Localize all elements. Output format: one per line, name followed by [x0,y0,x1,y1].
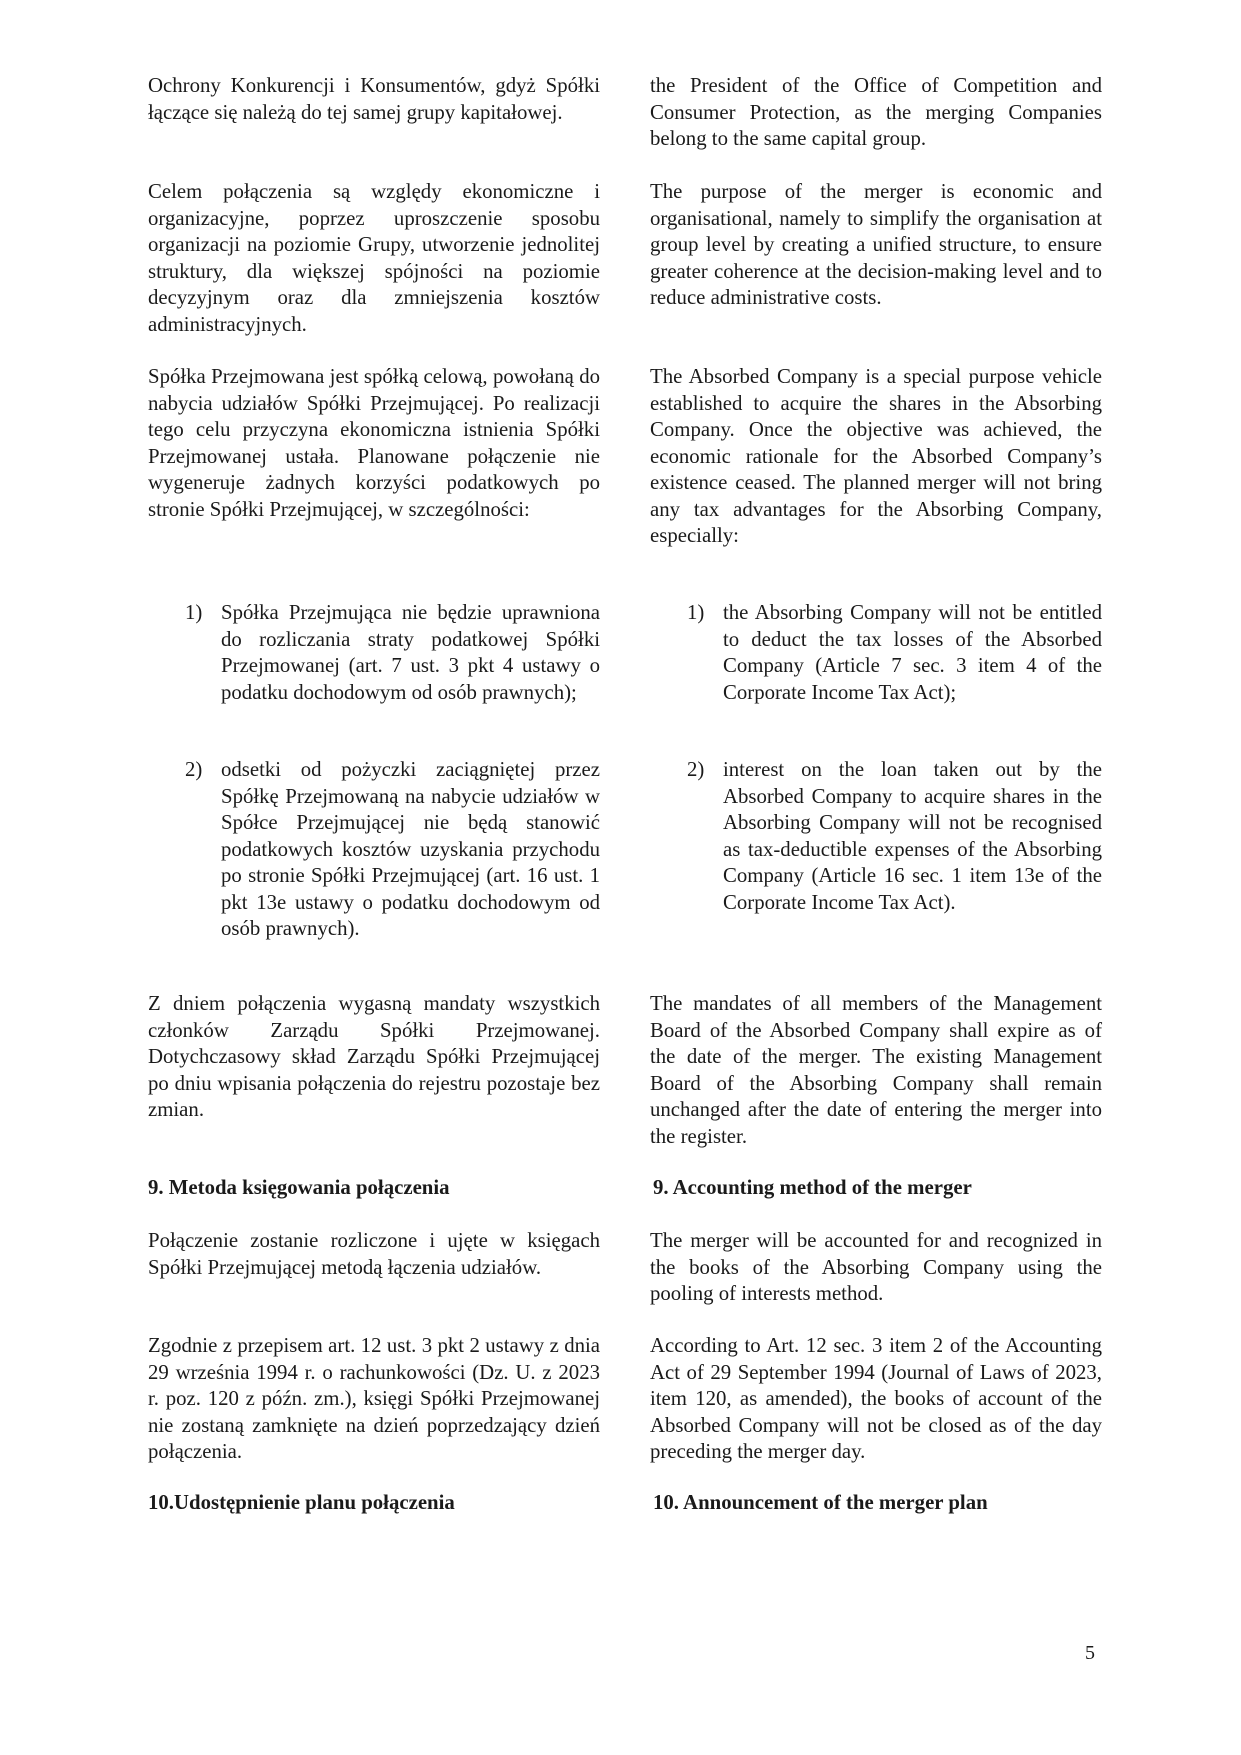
list-number: 2) [687,758,705,781]
list-text: interest on the loan taken out by the Absorbed Company to acquire shares in the Absorbing Company will not be recognised as tax-deductible expenses of the Absorbing Company (Article 16 sec. 1 item 13e of the Corporate Income Tax Act). [723,758,1102,914]
en-books-paragraph: According to Art. 12 sec. 3 item 2 of the Accounting Act of 29 September 1994 (Journal of Laws of 2023, item 120, as amended), the books of account of the Absorbed Company will not be closed as of the day preceding the merger day. [650,1334,1102,1463]
pl-spv-paragraph: Spółka Przejmowana jest spółką celową, powołaną do nabycia udziałów Spółki Przejmującej. Po realizacji tego celu przyczyna ekonomiczna istnienia Spółki Przejmowanej ustała. Planowane połączenie nie wygeneruje żadnych korzyści podatkowych po stronie Spółki Przejmującej, w szczególności: [148,365,600,521]
page-number: 5 [1085,1642,1095,1664]
en-spv-paragraph: The Absorbed Company is a special purpose vehicle established to acquire the shares in the Absorbing Company. Once the objective was achieved, the economic rationale for the Absorbed Company’s existence ceased. The planned merger will not bring any tax advantages for the Absorbing Company, especially: [650,365,1102,547]
en-purpose-paragraph: The purpose of the merger is economic and organisational, namely to simplify the organisation at group level by creating a unified structure, to ensure greater coherence at the decision-making level and to reduce administrative costs. [650,180,1102,309]
list-text: Spółka Przejmująca nie będzie uprawniona do rozliczania straty podatkowej Spółki Przejmowanej (art. 7 ust. 3 pkt 4 ustawy o podatku dochodowym od osób prawnych); [221,601,600,704]
en-intro-paragraph: the President of the Office of Competition and Consumer Protection, as the merging Companies belong to the same capital group. [650,74,1102,150]
en-mandates-paragraph: The mandates of all members of the Management Board of the Absorbed Company shall expire as of the date of the merger. The existing Management Board of the Absorbing Company shall remain unchanged after the date of entering the merger into the register. [650,992,1102,1148]
pl-section-9-heading: 9. Metoda księgowania połączenia [148,1176,450,1199]
list-text: the Absorbing Company will not be entitled to deduct the tax losses of the Absorbed Company (Article 7 sec. 3 item 4 of the Corporate Income Tax Act); [723,601,1102,704]
pl-books-paragraph: Zgodnie z przepisem art. 12 ust. 3 pkt 2 ustawy z dnia 29 września 1994 r. o rachunkowości (Dz. U. z 2023 r. poz. 120 z późn. zm.), księgi Spółki Przejmowanej nie zostaną zamknięte na dzień poprzedzający dzień połączenia. [148,1334,600,1463]
en-accounting-paragraph: The merger will be accounted for and recognized in the books of the Absorbing Company using the pooling of interests method. [650,1229,1102,1305]
english-column [650,0,1102,1755]
pl-section-10-heading: 10.Udostępnienie planu połączenia [148,1491,455,1514]
list-number: 2) [185,758,203,781]
en-section-10-heading: 10. Announcement of the merger plan [653,1491,988,1514]
polish-column [148,0,600,1755]
en-section-9-heading: 9. Accounting method of the merger [653,1176,972,1199]
pl-intro-paragraph: Ochrony Konkurencji i Konsumentów, gdyż Spółki łączące się należą do tej samej grupy kapitałowej. [148,74,600,124]
pl-accounting-paragraph: Połączenie zostanie rozliczone i ujęte w księgach Spółki Przejmującej metodą łączenia udziałów. [148,1229,600,1279]
pl-purpose-paragraph: Celem połączenia są względy ekonomiczne i organizacyjne, poprzez uproszczenie sposobu organizacji na poziomie Grupy, utworzenie jednolitej struktury, dla większej spójności na poziomie decyzyjnym oraz dla zmniejszenia kosztów administracyjnych. [148,180,600,336]
pl-mandates-paragraph: Z dniem połączenia wygasną mandaty wszystkich członków Zarządu Spółki Przejmowanej. Dotychczasowy skład Zarządu Spółki Przejmującej po dniu wpisania połączenia do rejestru pozostaje bez zmian. [148,992,600,1121]
list-number: 1) [687,601,705,624]
list-text: odsetki od pożyczki zaciągniętej przez Spółkę Przejmowaną na nabycie udziałów w Spółce Przejmującej nie będą stanowić podatkowych kosztów uzyskania przychodu po stronie Spółki Przejmującej (art. 16 ust. 1 pkt 13e ustawy o podatku dochodowym od osób prawnych). [221,758,600,940]
list-number: 1) [185,601,203,624]
